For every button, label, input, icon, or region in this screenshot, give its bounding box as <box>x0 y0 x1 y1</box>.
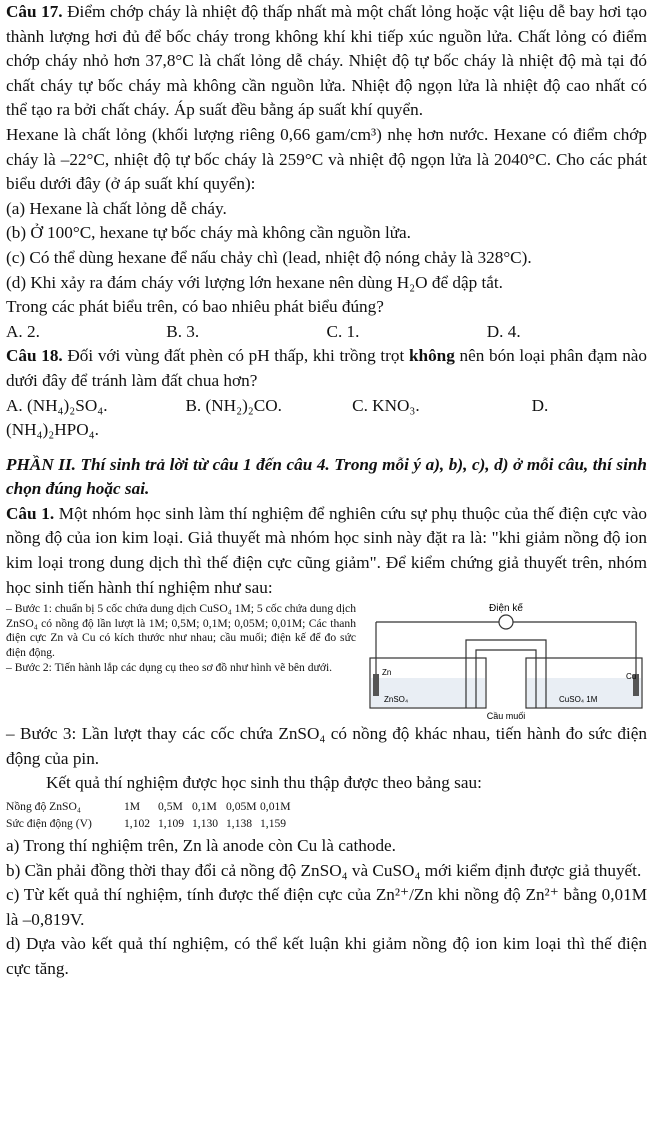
q17-text-1: Điểm chớp cháy là nhiệt độ thấp nhất mà một chất lỏng hoặc vật liệu dễ bay hơi tạo thành lượng hơi đủ để bốc cháy trong không khí khi tiếp xúc nguồn lửa. Chất lỏng có điểm chớp cháy nhỏ hơn 37,8°C là chất lỏng dễ cháy. Nhiệt độ tự bốc cháy là nhiệt độ mà tại đó chất cháy tự bốc cháy mà không cần nguồn lửa. Nhiệt độ ngọn lửa là nhiệt độ cao nhất có thể tạo ra bởi chất cháy. Áp suất đều bằng áp suất khí quyển. <box>6 2 647 120</box>
row1-cell: 0,1M <box>192 800 217 814</box>
row2-cell: 1,138 <box>226 817 253 831</box>
row2-label: Sức điện động (V) <box>6 817 92 831</box>
q17-option-d[interactable]: D. 4. <box>486 321 521 341</box>
meter-label: Điện kế <box>489 603 523 615</box>
q17-options <box>6 320 647 345</box>
salt-bridge-label: Cầu muối <box>486 711 526 722</box>
q18-heading: Câu 18. <box>6 346 63 366</box>
q1-intro: Một nhóm học sinh làm thí nghiệm để nghiên cứu sự phụ thuộc của thế điện cực vào nồng độ của ion kim loại. Giả thuyết mà nhóm học sinh này đặt ra là: "khi giảm nồng độ ion kim loại trong dung dịch thì thế điện cực cũng giảm". Để kiểm chứng giả thuyết trên, nhóm học sinh tiến hành thí nghiệm như sau: <box>6 503 647 597</box>
q18-text-after: nên bón loại phân đạm nào dưới đây để tránh làm đất chua hơn? <box>6 346 648 390</box>
table-row <box>6 815 647 832</box>
q1-step2: – Bước 2: Tiến hành lắp các dụng cụ theo sơ đồ như hình vẽ bên dưới. <box>6 660 333 674</box>
zn-label: Zn <box>382 668 392 678</box>
row2-cell: 1,159 <box>260 817 287 831</box>
q1-steps-block <box>6 602 647 722</box>
q1-statement-c: c) Từ kết quả thí nghiệm, tính được thế điện cực của Zn²⁺/Zn khi nồng độ Zn²⁺ bằng 0,01M là –0,819V. <box>6 885 647 929</box>
row2-cell: 1,102 <box>124 817 151 831</box>
part2-title: PHẦN II. Thí sinh trả lời từ câu 1 đến câu 4. Trong mỗi ý a), b), c), d) ở mỗi câu, thí sinh chọn đúng hoặc sai. <box>6 454 647 499</box>
q17-option-c[interactable]: C. 1. <box>326 321 360 341</box>
q18-paragraph <box>6 344 647 393</box>
q18-option-d-formula: (NH₄)₂HPO₄. <box>6 420 99 440</box>
q17-statement-b: (b) Ở 100°C, hexane tự bốc cháy mà không cần nguồn lửa. <box>6 223 411 243</box>
q17-heading: Câu 17. <box>6 2 63 21</box>
q17-option-b[interactable]: B. 3. <box>166 321 200 341</box>
q17-statement-c: (c) Có thể dùng hexane để nấu chảy chì (lead, nhiệt độ nóng chảy là 328°C). <box>6 247 532 267</box>
q1-statement-b: b) Cần phải đồng thời thay đổi cả nồng độ ZnSO₄ và CuSO₄ mới kiểm định được giả thuyết. <box>6 860 642 880</box>
row1-cell: 0,05M <box>226 800 257 814</box>
q1-statement-a: a) Trong thí nghiệm trên, Zn là anode còn Cu là cathode. <box>6 836 396 856</box>
q18-option-c[interactable]: C. KNO₃. <box>352 395 420 415</box>
q17-text-2: Hexane là chất lỏng (khối lượng riêng 0,66 gam/cm³) nhẹ hơn nước. Hexane có điểm chớp cháy là –22°C, nhiệt độ tự bốc cháy là 259°C và nhiệt độ ngọn lửa là 2040°C. Cho các phát biểu dưới đây (ở áp suất khí quyển): <box>6 124 647 194</box>
q1-intro-paragraph <box>6 502 647 600</box>
q1-heading: Câu 1. <box>6 503 55 523</box>
q18-options <box>6 394 647 419</box>
q1-statement-d: d) Dựa vào kết quả thí nghiệm, có thể kết luận khi giảm nồng độ ion kim loại thì thế điện cực tăng. <box>6 934 647 978</box>
zn-electrode <box>373 674 379 696</box>
meter-icon <box>499 615 513 629</box>
q18-option-b[interactable]: B. (NH₂)₂CO. <box>185 395 282 415</box>
q17-statement-d: (d) Khi xảy ra đám cháy với lượng lớn hexane nên dùng H₂O để dập tắt. <box>6 272 503 292</box>
galvanic-cell-diagram <box>364 600 654 722</box>
q1-results-table <box>6 798 647 832</box>
q1-step1: – Bước 1: chuẩn bị 5 cốc chứa dung dịch CuSO₄ 1M; 5 cốc chứa dung dịch ZnSO₄ có nồng độ lần lượt là 1M; 0,5M; 0,1M; 0,05M; 0,01M; Các thanh điện cực Zn và Cu có kích thước như nhau; cầu muối; điện kế để đo sức điện động. <box>6 602 356 660</box>
row2-cell: 1,109 <box>158 817 185 831</box>
q1-step3: – Bước 3: Lần lượt thay các cốc chứa ZnSO₄ có nồng độ khác nhau, tiến hành đo sức điện động của pin. <box>6 724 647 768</box>
table-row <box>6 798 647 815</box>
q17-statement-a: (a) Hexane là chất lỏng dễ cháy. <box>6 198 227 218</box>
q18-text-bold: không <box>408 346 455 366</box>
q17-question: Trong các phát biểu trên, có bao nhiêu phát biểu đúng? <box>6 297 384 317</box>
q17-option-a[interactable]: A. 2. <box>6 321 40 341</box>
q17-paragraph-1 <box>6 0 647 123</box>
row1-label: Nồng độ ZnSO₄ <box>6 800 81 814</box>
row1-cell: 0,01M <box>260 800 291 814</box>
q1-steps-text <box>6 602 356 675</box>
left-solution-label: ZnSO₄ <box>384 695 409 705</box>
cu-label: Cu <box>626 672 637 682</box>
q18-option-a[interactable]: A. (NH₄)₂SO₄. <box>6 395 108 415</box>
right-solution-label: CuSO₄ 1M <box>559 695 598 705</box>
row1-cell: 1M <box>124 800 141 814</box>
row1-cell: 0,5M <box>158 800 183 814</box>
q1-result-intro: Kết quả thí nghiệm được học sinh thu thập được theo bảng sau: <box>46 773 482 793</box>
q18-text-before: Đối với vùng đất phèn có pH thấp, khi trồng trọt <box>67 346 405 366</box>
q18-option-d[interactable]: D. <box>531 395 549 415</box>
row2-cell: 1,130 <box>192 817 219 831</box>
